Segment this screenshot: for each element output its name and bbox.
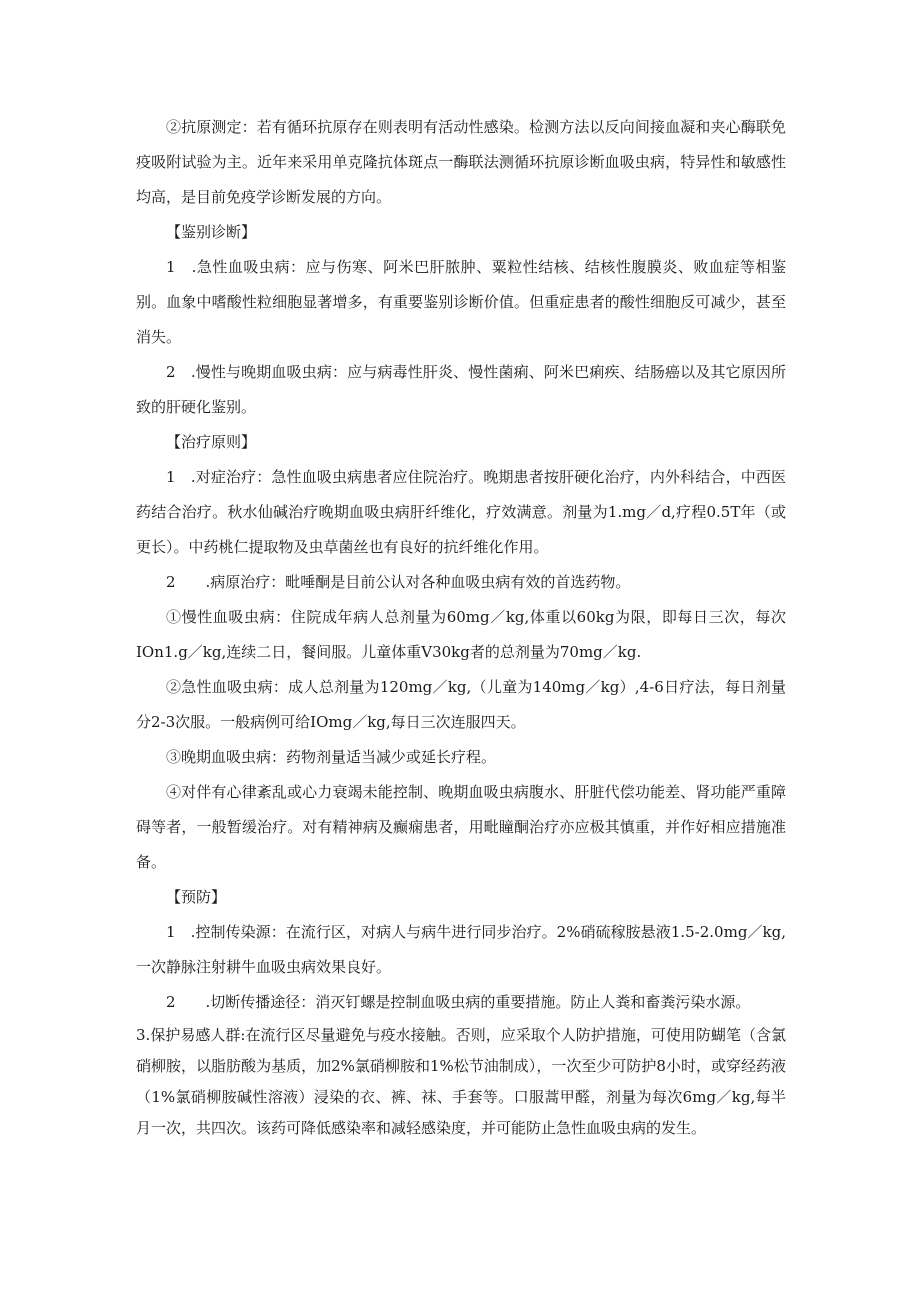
paragraph-protect-susceptible: 3.保护易感人群:在流行区尽量避免与疫水接触。否则，应采取个人防护措施，可使用防蝴笔（含氯硝柳胺，以脂肪酸为基质，加2%氯硝柳胺和1%松节油制成），一次至少可防护8小时，或穿经药液（1%氯硝柳胺碱性溶液）浸染的衣、裤、袜、手套等。口服蒿甲醛，剂量为每次6mg／kg,每半月一次，共四次。该药可降低感染率和减轻感染度，并可能防止急性血吸虫病的发生。 — [136, 1026, 786, 1137]
paragraph-contraindications: ④对伴有心律紊乱或心力衰竭未能控制、晚期血吸虫病腹水、肝脏代偿功能差、肾功能严重障碍等者，一般暂缓治疗。对有精神病及癫痫患者，用毗瞳酮治疗亦应极其慎重，并作好相应措施准备。 — [136, 783, 786, 871]
paragraph-chronic-differential: 2 .慢性与晚期血吸虫病：应与病毒性肝炎、慢性菌痢、阿米巴痢疾、结肠癌以及其它原因所致的肝硬化鉴别。 — [136, 363, 786, 416]
document-body — [136, 110, 786, 1144]
heading-treatment-principles: 【治疗原则】 — [166, 433, 257, 451]
paragraph-acute-differential: 1 .急性血吸虫病：应与伤寒、阿米巴肝脓肿、粟粒性结核、结核性腹膜炎、败血症等相鉴别。血象中嗜酸性粒细胞显著增多，有重要鉴别诊断价值。但重症患者的酸性细胞反可减少，甚至消失。 — [136, 258, 786, 346]
paragraph-cut-transmission: 2 .切断传播途径：消灭钉螺是控制血吸虫病的重要措施。防止人粪和畜粪污染水源。 — [166, 993, 751, 1011]
paragraph-control-source: 1 .控制传染源：在流行区，对病人与病牛进行同步治疗。2%硝硫稼胺悬液1.5-2.0mg／kg,一次静脉注射耕牛血吸虫病效果良好。 — [136, 923, 786, 976]
heading-differential-diagnosis: 【鉴别诊断】 — [166, 223, 257, 241]
paragraph-symptomatic-treatment: 1 .对症治疗：急性血吸虫病患者应住院治疗。晚期患者按肝硬化治疗，内外科结合，中西医药结合治疗。秋水仙碱治疗晚期血吸虫病肝纤维化，疗效满意。剂量为1.mg／d,疗程0.5T年（或更长）。中药桃仁提取物及虫草菌丝也有良好的抗纤维化作用。 — [136, 468, 786, 556]
paragraph-acute-dosage: ②急性血吸虫病：成人总剂量为120mg／kg,（儿童为140mg／kg）,4-6日疗法，每日剂量分2-3次服。一般病例可给IOmg／kg,每日三次连服四天。 — [136, 678, 786, 731]
heading-prevention: 【预防】 — [166, 888, 227, 906]
paragraph-chronic-dosage: ①慢性血吸虫病：住院成年病人总剂量为60mg／kg,体重以60kg为限，即每日三次，每次IOn1.g／kg,连续二日，餐间服。儿童体重V30kg者的总剂量为70mg／kg. — [136, 608, 786, 661]
paragraph-late-stage-dosage: ③晚期血吸虫病：药物剂量适当减少或延长疗程。 — [166, 748, 497, 766]
paragraph-etiologic-treatment: 2 .病原治疗：毗唾酮是目前公认对各种血吸虫病有效的首选药物。 — [166, 573, 631, 591]
paragraph-antigen-test: ②抗原测定：若有循环抗原存在则表明有活动性感染。检测方法以反向间接血凝和夹心酶联免疫吸附试验为主。近年来采用单克隆抗体斑点一酶联法测循环抗原诊断血吸虫病，特异性和敏感性均高，是目前免疫学诊断发展的方向。 — [136, 118, 786, 206]
